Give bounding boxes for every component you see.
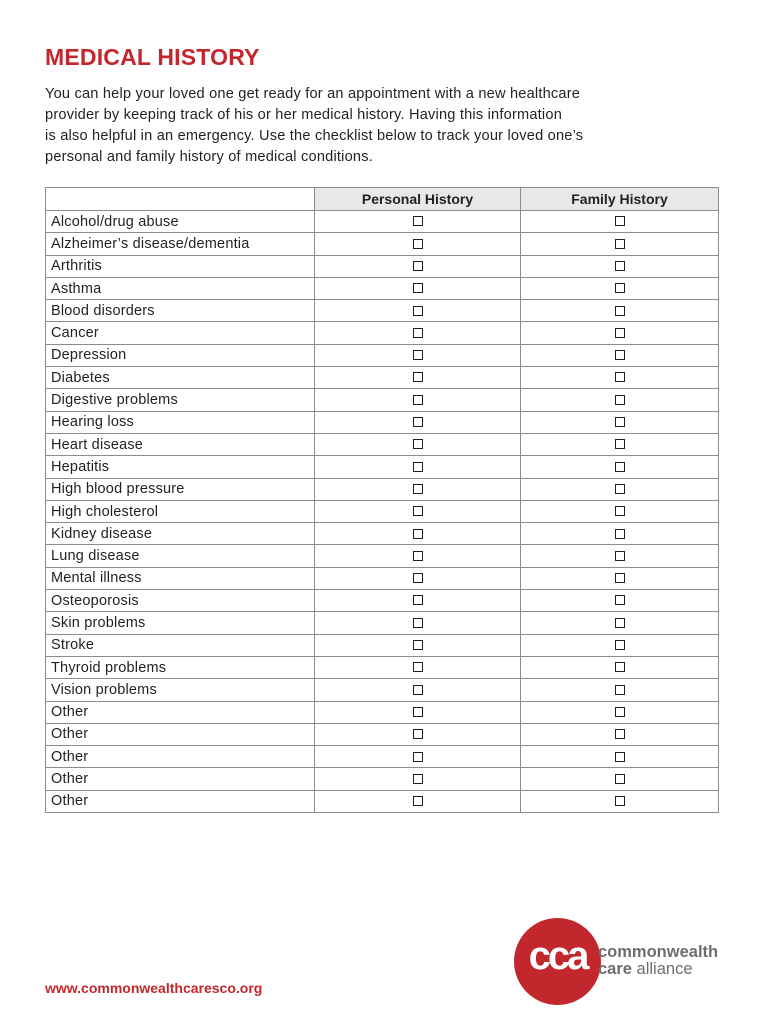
personal-history-header: Personal History — [315, 188, 521, 211]
checkbox-cell — [315, 679, 521, 701]
condition-label: Other — [46, 768, 315, 790]
checkbox-cell — [521, 634, 719, 656]
checkbox-cell — [315, 701, 521, 723]
checkbox-cell — [315, 500, 521, 522]
checkbox-cell — [521, 277, 719, 299]
condition-label: Kidney disease — [46, 523, 315, 545]
checkbox-cell — [315, 545, 521, 567]
checkbox-cell — [521, 233, 719, 255]
personal-history-checkbox[interactable] — [413, 774, 423, 784]
condition-label: Cancer — [46, 322, 315, 344]
page-title: MEDICAL HISTORY — [45, 44, 260, 70]
personal-history-checkbox[interactable] — [413, 216, 423, 226]
checkbox-cell — [315, 411, 521, 433]
table-row — [46, 411, 719, 433]
family-history-checkbox[interactable] — [615, 752, 625, 762]
checkbox-cell — [521, 456, 719, 478]
logo-mark-text: cca — [528, 934, 587, 978]
checkbox-cell — [521, 344, 719, 366]
condition-label: Skin problems — [46, 612, 315, 634]
condition-label: Stroke — [46, 634, 315, 656]
condition-label: Mental illness — [46, 567, 315, 589]
personal-history-checkbox[interactable] — [413, 729, 423, 739]
table-row — [46, 768, 719, 790]
personal-history-checkbox[interactable] — [413, 261, 423, 271]
personal-history-checkbox[interactable] — [413, 573, 423, 583]
condition-label: Vision problems — [46, 679, 315, 701]
condition-label: Other — [46, 701, 315, 723]
personal-history-checkbox[interactable] — [413, 796, 423, 806]
personal-history-checkbox[interactable] — [413, 752, 423, 762]
personal-history-checkbox[interactable] — [413, 506, 423, 516]
checkbox-cell — [315, 233, 521, 255]
family-history-checkbox[interactable] — [615, 350, 625, 360]
family-history-checkbox[interactable] — [615, 573, 625, 583]
checkbox-cell — [521, 300, 719, 322]
personal-history-checkbox[interactable] — [413, 551, 423, 561]
checkbox-cell — [315, 322, 521, 344]
checkbox-cell — [315, 656, 521, 678]
checkbox-cell — [315, 746, 521, 768]
family-history-checkbox[interactable] — [615, 707, 625, 717]
checkbox-cell — [521, 567, 719, 589]
medical-history-table — [45, 187, 719, 813]
family-history-checkbox[interactable] — [615, 774, 625, 784]
personal-history-checkbox[interactable] — [413, 283, 423, 293]
condition-label: Alcohol/drug abuse — [46, 211, 315, 233]
table-row — [46, 322, 719, 344]
intro-line: is also helpful in an emergency. Use the checklist below to track your loved one’s — [45, 128, 584, 144]
family-history-checkbox[interactable] — [615, 529, 625, 539]
personal-history-checkbox[interactable] — [413, 350, 423, 360]
intro-line: provider by keeping track of his or her medical history. Having this information — [45, 107, 563, 123]
personal-history-checkbox[interactable] — [413, 395, 423, 405]
checkbox-cell — [315, 456, 521, 478]
checkbox-cell — [315, 255, 521, 277]
intro-line: You can help your loved one get ready for an appointment with a new healthcare — [45, 86, 581, 102]
checkbox-cell — [315, 211, 521, 233]
table-row — [46, 634, 719, 656]
family-history-checkbox[interactable] — [615, 328, 625, 338]
table-row — [46, 723, 719, 745]
family-history-checkbox[interactable] — [615, 796, 625, 806]
personal-history-checkbox[interactable] — [413, 306, 423, 316]
checkbox-cell — [521, 746, 719, 768]
checkbox-cell — [521, 523, 719, 545]
family-history-checkbox[interactable] — [615, 618, 625, 628]
family-history-checkbox[interactable] — [615, 261, 625, 271]
table-row — [46, 590, 719, 612]
personal-history-checkbox[interactable] — [413, 328, 423, 338]
condition-label: Heart disease — [46, 433, 315, 455]
logo-word-alliance: alliance — [636, 960, 693, 978]
table-row — [46, 500, 719, 522]
checkbox-cell — [315, 367, 521, 389]
checkbox-cell — [315, 344, 521, 366]
table-header-row — [46, 188, 719, 211]
family-history-checkbox[interactable] — [615, 216, 625, 226]
checkbox-cell — [521, 612, 719, 634]
condition-label: Thyroid problems — [46, 656, 315, 678]
checkbox-cell — [521, 411, 719, 433]
family-history-checkbox[interactable] — [615, 306, 625, 316]
family-history-checkbox[interactable] — [615, 462, 625, 472]
checkbox-cell — [315, 723, 521, 745]
logo-wordmark — [598, 944, 718, 978]
personal-history-checkbox[interactable] — [413, 595, 423, 605]
family-history-checkbox[interactable] — [615, 595, 625, 605]
condition-label: Hepatitis — [46, 456, 315, 478]
personal-history-checkbox[interactable] — [413, 239, 423, 249]
checkbox-cell — [521, 433, 719, 455]
condition-column-header — [46, 188, 315, 211]
condition-label: Depression — [46, 344, 315, 366]
family-history-checkbox[interactable] — [615, 662, 625, 672]
table-row — [46, 612, 719, 634]
family-history-checkbox[interactable] — [615, 417, 625, 427]
table-row — [46, 233, 719, 255]
table-row — [46, 367, 719, 389]
checkbox-cell — [315, 590, 521, 612]
condition-label: Other — [46, 790, 315, 812]
condition-label: Other — [46, 723, 315, 745]
checkbox-cell — [315, 790, 521, 812]
logo-line-2 — [598, 961, 718, 978]
personal-history-checkbox[interactable] — [413, 484, 423, 494]
checkbox-cell — [315, 478, 521, 500]
logo-word-care: care — [598, 960, 632, 978]
condition-label: Diabetes — [46, 367, 315, 389]
family-history-checkbox[interactable] — [615, 239, 625, 249]
family-history-checkbox[interactable] — [615, 372, 625, 382]
family-history-checkbox[interactable] — [615, 640, 625, 650]
table-row — [46, 255, 719, 277]
table-row — [46, 679, 719, 701]
condition-label: Arthritis — [46, 255, 315, 277]
family-history-checkbox[interactable] — [615, 551, 625, 561]
condition-label: Other — [46, 746, 315, 768]
checkbox-cell — [521, 322, 719, 344]
checkbox-cell — [521, 211, 719, 233]
personal-history-checkbox[interactable] — [413, 372, 423, 382]
condition-label: Asthma — [46, 277, 315, 299]
condition-label: Hearing loss — [46, 411, 315, 433]
family-history-checkbox[interactable] — [615, 685, 625, 695]
family-history-checkbox[interactable] — [615, 439, 625, 449]
checkbox-cell — [315, 634, 521, 656]
table-row — [46, 746, 719, 768]
personal-history-checkbox[interactable] — [413, 618, 423, 628]
checkbox-cell — [521, 367, 719, 389]
personal-history-checkbox[interactable] — [413, 439, 423, 449]
checkbox-cell — [521, 545, 719, 567]
cca-logo — [514, 918, 729, 1008]
personal-history-checkbox[interactable] — [413, 417, 423, 427]
cca-logo-mark — [514, 918, 601, 1005]
personal-history-checkbox[interactable] — [413, 707, 423, 717]
personal-history-checkbox[interactable] — [413, 462, 423, 472]
table-row — [46, 545, 719, 567]
checkbox-cell — [521, 679, 719, 701]
table-row — [46, 433, 719, 455]
checkbox-cell — [315, 768, 521, 790]
personal-history-checkbox[interactable] — [413, 529, 423, 539]
table-row — [46, 790, 719, 812]
table-row — [46, 523, 719, 545]
checkbox-cell — [521, 590, 719, 612]
family-history-checkbox[interactable] — [615, 395, 625, 405]
condition-label: Alzheimer’s disease/dementia — [46, 233, 315, 255]
family-history-checkbox[interactable] — [615, 283, 625, 293]
table-row — [46, 277, 719, 299]
checkbox-cell — [315, 389, 521, 411]
table-row — [46, 567, 719, 589]
checkbox-cell — [521, 701, 719, 723]
condition-label: Digestive problems — [46, 389, 315, 411]
family-history-checkbox[interactable] — [615, 506, 625, 516]
family-history-checkbox[interactable] — [615, 484, 625, 494]
checkbox-cell — [521, 723, 719, 745]
checkbox-cell — [315, 277, 521, 299]
table-row — [46, 389, 719, 411]
condition-label: High blood pressure — [46, 478, 315, 500]
condition-label: High cholesterol — [46, 500, 315, 522]
website-link[interactable]: www.commonwealthcaresco.org — [45, 980, 263, 996]
family-history-checkbox[interactable] — [615, 729, 625, 739]
checkbox-cell — [521, 255, 719, 277]
table-row — [46, 456, 719, 478]
logo-line-1: commonwealth — [598, 943, 719, 961]
checkbox-cell — [521, 656, 719, 678]
checkbox-cell — [521, 389, 719, 411]
checkbox-cell — [315, 433, 521, 455]
personal-history-checkbox[interactable] — [413, 662, 423, 672]
table-row — [46, 211, 719, 233]
checkbox-cell — [315, 612, 521, 634]
checkbox-cell — [315, 567, 521, 589]
table-row — [46, 344, 719, 366]
checkbox-cell — [315, 300, 521, 322]
personal-history-checkbox[interactable] — [413, 685, 423, 695]
family-history-header: Family History — [521, 188, 719, 211]
table-row — [46, 656, 719, 678]
checkbox-cell — [521, 790, 719, 812]
table-row — [46, 478, 719, 500]
intro-paragraph — [45, 84, 705, 168]
condition-label: Blood disorders — [46, 300, 315, 322]
table-row — [46, 701, 719, 723]
checkbox-cell — [521, 478, 719, 500]
checkbox-cell — [521, 768, 719, 790]
personal-history-checkbox[interactable] — [413, 640, 423, 650]
checkbox-cell — [315, 523, 521, 545]
checkbox-cell — [521, 500, 719, 522]
condition-label: Lung disease — [46, 545, 315, 567]
condition-label: Osteoporosis — [46, 590, 315, 612]
table-row — [46, 300, 719, 322]
intro-line: personal and family history of medical conditions. — [45, 149, 373, 165]
